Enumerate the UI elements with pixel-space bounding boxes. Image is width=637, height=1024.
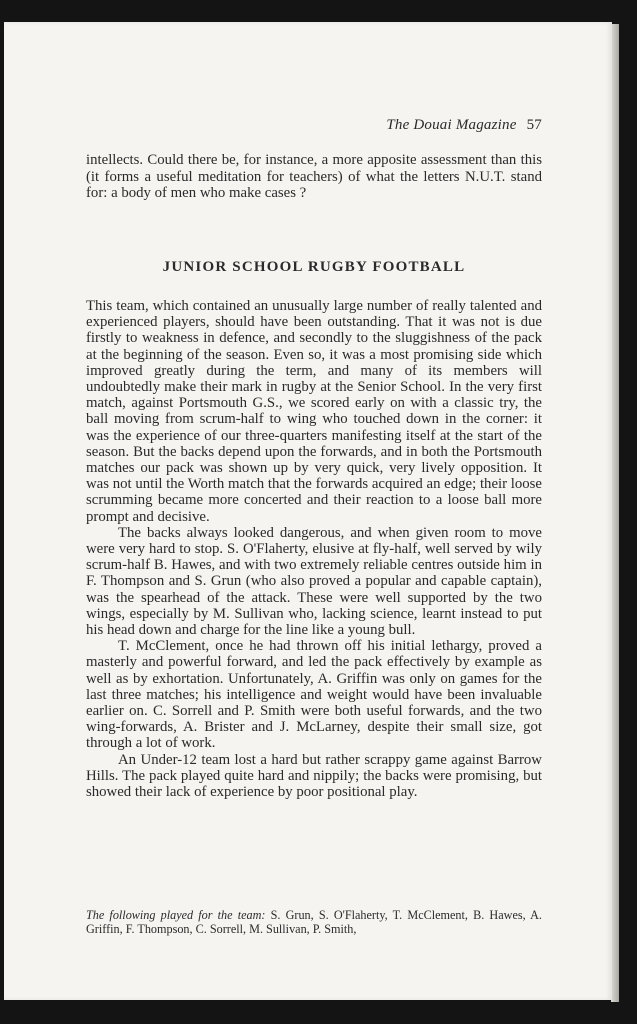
team-list-footnote: [86, 908, 542, 936]
footnote-lead: The following played for the team:: [86, 908, 266, 922]
paragraph-4: An Under-12 team lost a hard but rather scrappy game against Barrow Hills. The pack played quite hard and nippily; the backs were promising, but showed their lack of experience by poor positional play.: [86, 751, 542, 801]
footnote-names: S. Grun, S. O'Flaherty, T. McClement, B. Hawes, A. Griffin, F. Thompson, C. Sorrell, M. Sullivan, P. Smith,: [86, 908, 542, 936]
paragraph-3: T. McClement, once he had thrown off his initial lethargy, proved a masterly and powerful forward, and led the pack effectively by example as well as by exhortation. Unfortunately, A. Griffin was only on games for the last three matches; his intelligence and weight would have been invaluable earlier on. C. Sorrell and P. Smith were both useful forwards, and the two wing-forwards, A. Brister and J. McLarney, despite their small size, got through a lot of work.: [86, 638, 542, 752]
intro-section: [86, 152, 542, 202]
paragraph-1: This team, which contained an unusually large number of really talented and experienced players, should have been outstanding. That it was not is due firstly to weakness in defence, and secondly to the sluggishness of the pack at the beginning of the season. Even so, it was a most promising side which improved greatly during the term, and many of its members will undoubtedly make their mark in rugby at the Senior School. In the very first match, against Portsmouth G.S., we scored early on with a classic try, the ball moving from scrum-half to wing who touched down in the corner: it was the experience of our three-quarters manifesting itself at the start of the season. But the backs depend upon the forwards, and in both the Portsmouth matches our pack was shown up by very quick, very lively opposition. It was not until the Worth match that the forwards acquired an edge; their loose scrumming became more concerted and their reaction to a loose ball more prompt and decisive.: [86, 298, 542, 525]
running-head: [86, 117, 542, 134]
article-body: [86, 298, 542, 800]
page-edge: [611, 24, 619, 1002]
page-number: 57: [526, 117, 542, 133]
paragraph-2: The backs always looked dangerous, and when given room to move were very hard to stop. S. O'Flaherty, elusive at fly-half, well served by wily scrum-half B. Hawes, and with two extremely reliable centres outside him in F. Thompson and S. Grun (who also proved a popular and capable captain), was the spearhead of the attack. These were well supported by the two wings, especially by M. Sullivan who, lacking science, learnt instead to put his head down and charge for the line like a young bull.: [86, 524, 542, 639]
document-page: [4, 22, 612, 1000]
article-heading: JUNIOR SCHOOL RUGBY FOOTBALL: [162, 259, 466, 275]
intro-paragraph: intellects. Could there be, for instance, a more apposite assessment than this (it forms a useful meditation for teachers) of what the letters N.U.T. stand for: a body of men who make cases ?: [86, 152, 542, 201]
magazine-title: The Douai Magazine: [386, 117, 517, 133]
